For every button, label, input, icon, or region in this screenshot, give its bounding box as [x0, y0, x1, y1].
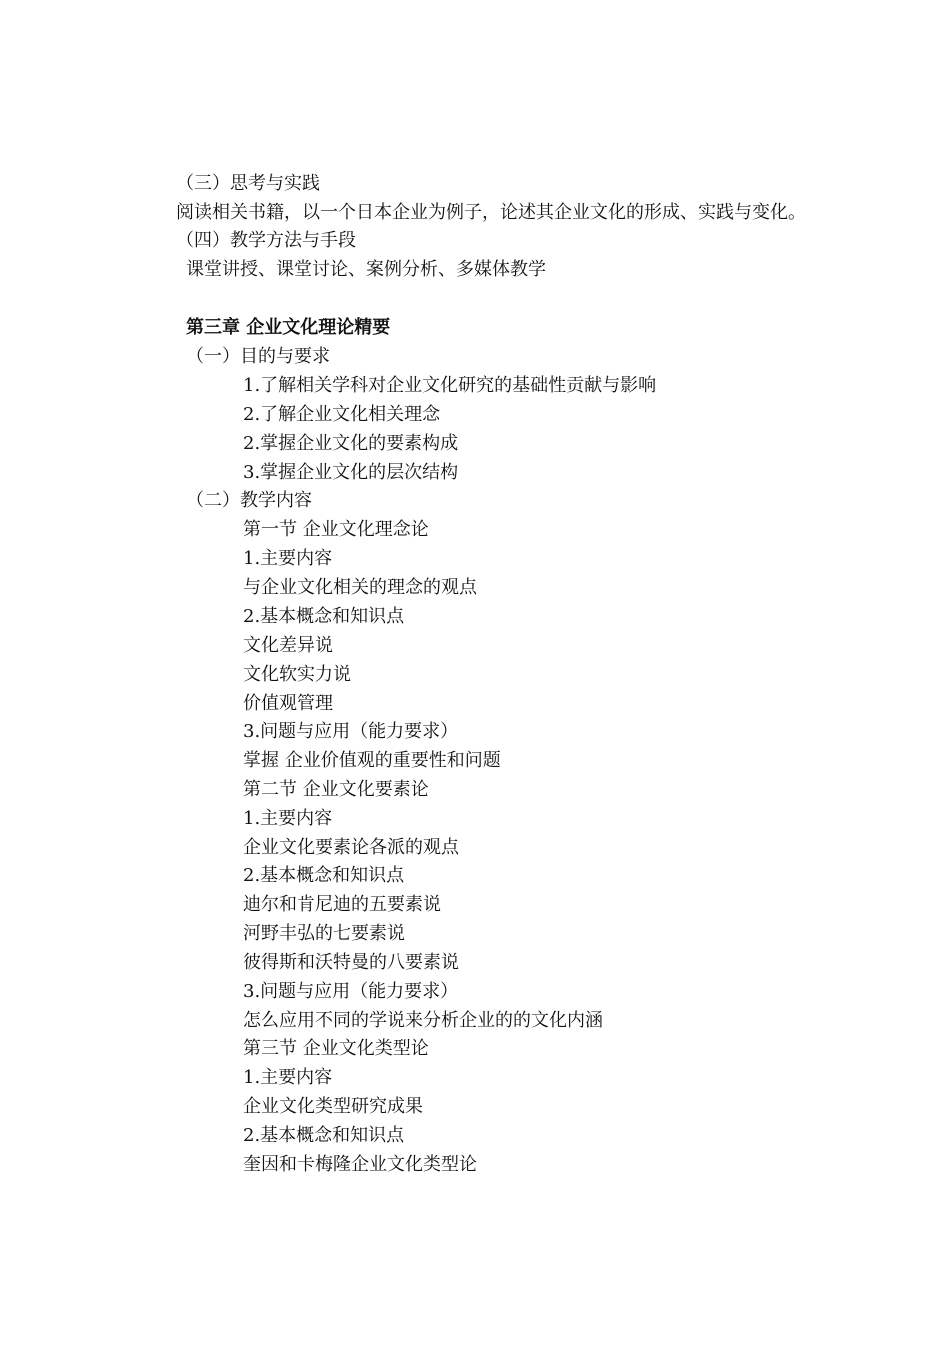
section3-title: 第三节 企业文化类型论	[243, 1038, 429, 1059]
section2-apply-label: 3.问题与应用（能力要求）	[243, 981, 459, 1002]
section2-main-text: 企业文化要素论各派的观点	[243, 837, 459, 858]
content-heading: （二）教学内容	[186, 490, 312, 511]
section2-concepts-label: 2.基本概念和知识点	[243, 865, 405, 886]
goals-heading: （一）目的与要求	[186, 346, 330, 367]
section1-apply-label: 3.问题与应用（能力要求）	[243, 721, 459, 742]
section1-title: 第一节 企业文化理念论	[243, 519, 429, 540]
section2-main-label: 1.主要内容	[243, 808, 333, 829]
section3-main-label: 1.主要内容	[243, 1067, 333, 1088]
practice-text: 阅读相关书籍，以一个日本企业为例子，论述其企业文化的形成、实践与变化。	[176, 202, 806, 223]
section2-concept: 河野丰弘的七要素说	[243, 923, 405, 944]
section1-concept: 文化软实力说	[243, 664, 351, 685]
method-text: 课堂讲授、课堂讨论、案例分析、多媒体教学	[186, 259, 546, 280]
section1-apply-text: 掌握 企业价值观的重要性和问题	[243, 750, 501, 771]
section2-concept: 彼得斯和沃特曼的八要素说	[243, 952, 459, 973]
practice-heading: （三）思考与实践	[176, 173, 320, 194]
section1-main-text: 与企业文化相关的理念的观点	[243, 577, 477, 598]
section2-apply-text: 怎么应用不同的学说来分析企业的的文化内涵	[243, 1010, 603, 1031]
section3-main-text: 企业文化类型研究成果	[243, 1096, 423, 1117]
goal-item: 2.掌握企业文化的要素构成	[243, 433, 459, 454]
section1-main-label: 1.主要内容	[243, 548, 333, 569]
goal-item: 3.掌握企业文化的层次结构	[243, 462, 459, 483]
chapter-title: 第三章 企业文化理论精要	[186, 317, 391, 338]
section2-concept: 迪尔和肯尼迪的五要素说	[243, 894, 441, 915]
section1-concepts-label: 2.基本概念和知识点	[243, 606, 405, 627]
section3-concept: 奎因和卡梅隆企业文化类型论	[243, 1154, 477, 1175]
section1-concept: 文化差异说	[243, 635, 333, 656]
goal-item: 2.了解企业文化相关理念	[243, 404, 441, 425]
method-heading: （四）教学方法与手段	[176, 230, 356, 251]
goal-item: 1.了解相关学科对企业文化研究的基础性贡献与影响	[243, 375, 657, 396]
section3-concepts-label: 2.基本概念和知识点	[243, 1125, 405, 1146]
section2-title: 第二节 企业文化要素论	[243, 779, 429, 800]
section1-concept: 价值观管理	[243, 693, 333, 714]
